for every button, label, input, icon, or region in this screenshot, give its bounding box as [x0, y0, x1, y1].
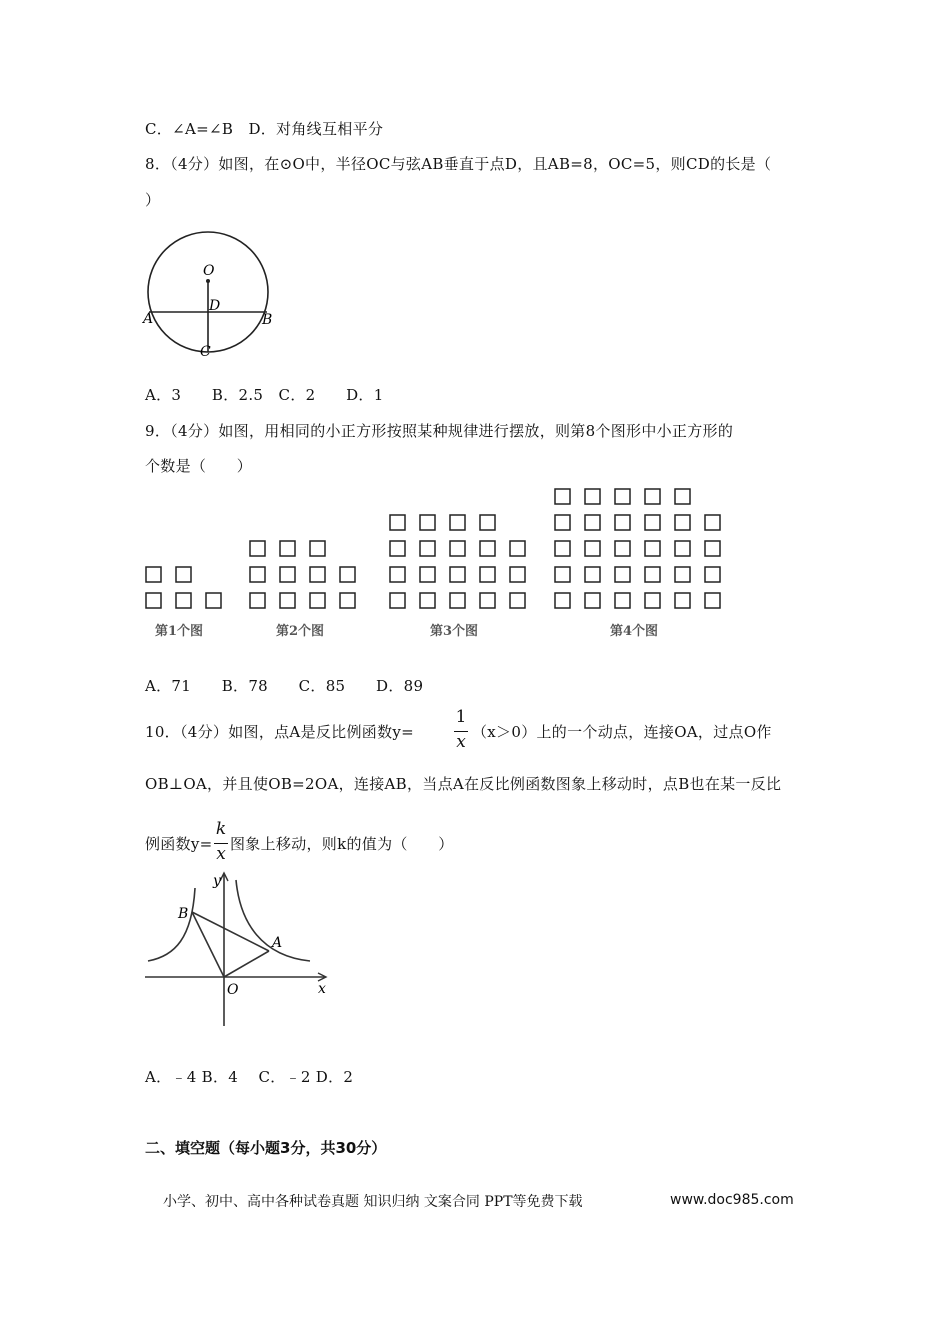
q10-stem-line2: OB⊥OA，并且使OB=2OA，连接AB，当点A在反比例函数图象上移动时，点B也在某一反比: [145, 775, 782, 793]
small-square-fig-3: [480, 593, 495, 608]
small-square-fig-2: [310, 541, 325, 556]
small-square-fig-4: [705, 567, 720, 582]
small-square-fig-2: [280, 541, 295, 556]
q10-fraction-1-over-x: [453, 707, 469, 753]
small-square-fig-4: [615, 515, 630, 530]
q9-stem-line1: 9．（4分）如图，用相同的小正方形按照某种规律进行摆放，则第8个图形中小正方形的: [145, 422, 734, 440]
segment-ab: [192, 912, 269, 951]
small-square-fig-1: [146, 567, 161, 582]
footer-text: 小学、初中、高中各种试卷真题 知识归纳 文案合同 PPT等免费下载: [163, 1194, 583, 1210]
q10-fraction-k-over-x: [213, 819, 229, 865]
label-a: A: [143, 311, 154, 327]
frac2-numerator: k: [215, 819, 227, 839]
small-square-fig-4: [555, 515, 570, 530]
small-square-fig-3: [510, 541, 525, 556]
frac2-denominator: x: [216, 844, 226, 864]
small-square-fig-4: [615, 567, 630, 582]
q9-options: A．71 B．78 C．85 D．89: [145, 677, 424, 695]
small-square-fig-4: [675, 489, 690, 504]
caption-fig-2: 第2个图: [276, 624, 325, 639]
label-c: C: [200, 344, 211, 360]
small-square-fig-2: [310, 567, 325, 582]
small-square-fig-1: [146, 593, 161, 608]
q10-stem-line3-pre: 例函数y=: [145, 835, 213, 853]
footer-url[interactable]: www.doc985.com: [670, 1192, 794, 1208]
small-square-fig-2: [250, 541, 265, 556]
small-square-fig-3: [390, 593, 405, 608]
small-square-fig-3: [420, 567, 435, 582]
small-square-fig-4: [555, 567, 570, 582]
q8-circle-figure: [135, 225, 285, 365]
small-square-fig-4: [675, 541, 690, 556]
small-square-fig-3: [390, 541, 405, 556]
small-square-fig-2: [340, 593, 355, 608]
small-square-fig-4: [705, 541, 720, 556]
small-square-fig-4: [585, 567, 600, 582]
small-square-fig-3: [420, 541, 435, 556]
small-square-fig-4: [705, 593, 720, 608]
q10-options: A．﹣4 B．4 C．﹣2 D．2: [145, 1068, 354, 1086]
small-square-fig-4: [645, 541, 660, 556]
center-point: [206, 279, 210, 283]
label-o: O: [227, 982, 239, 998]
small-square-fig-3: [390, 515, 405, 530]
small-square-fig-2: [280, 593, 295, 608]
small-square-fig-4: [645, 593, 660, 608]
small-square-fig-4: [675, 567, 690, 582]
q10-hyperbola-figure: [140, 868, 340, 1033]
caption-fig-1: 第1个图: [155, 624, 204, 639]
hyperbola-left: [148, 888, 195, 961]
small-square-fig-2: [280, 567, 295, 582]
small-square-fig-3: [450, 567, 465, 582]
small-square-fig-4: [555, 489, 570, 504]
small-square-fig-3: [450, 515, 465, 530]
caption-fig-4: 第4个图: [610, 624, 659, 639]
frac1-numerator: 1: [455, 707, 467, 727]
small-square-fig-1: [206, 593, 221, 608]
small-square-fig-1: [176, 567, 191, 582]
small-square-fig-4: [705, 515, 720, 530]
small-square-fig-4: [555, 593, 570, 608]
label-b: B: [262, 312, 273, 328]
small-square-fig-4: [615, 593, 630, 608]
small-square-fig-4: [645, 567, 660, 582]
segment-oa: [224, 951, 269, 977]
segment-ob: [192, 912, 224, 977]
small-square-fig-3: [480, 567, 495, 582]
small-square-fig-3: [450, 593, 465, 608]
small-square-fig-1: [176, 593, 191, 608]
label-b: B: [178, 906, 189, 922]
small-square-fig-4: [675, 515, 690, 530]
small-square-fig-2: [250, 593, 265, 608]
label-y: y: [213, 873, 221, 889]
small-square-fig-4: [615, 489, 630, 504]
small-square-fig-4: [645, 489, 660, 504]
small-square-fig-3: [480, 541, 495, 556]
small-square-fig-2: [250, 567, 265, 582]
small-square-fig-4: [585, 515, 600, 530]
small-square-fig-4: [555, 541, 570, 556]
caption-fig-3: 第3个图: [430, 624, 479, 639]
q10-stem-line1-pre: 10．（4分）如图，点A是反比例函数y=: [145, 723, 415, 741]
q10-stem-line1-post: （x＞0）上的一个动点，连接OA，过点O作: [472, 723, 772, 741]
section-2-heading: 二、填空题（每小题3分，共30分）: [145, 1139, 387, 1157]
small-square-fig-4: [585, 489, 600, 504]
small-square-fig-4: [675, 593, 690, 608]
label-a: A: [272, 935, 283, 951]
q10-stem-line3-post: 图象上移动，则k的值为（ ）: [230, 835, 454, 853]
label-d: D: [209, 298, 221, 314]
small-square-fig-3: [420, 515, 435, 530]
label-o: O: [203, 263, 215, 279]
small-square-fig-3: [510, 593, 525, 608]
small-square-fig-3: [480, 515, 495, 530]
q7-options: C．∠A=∠B D．对角线互相平分: [145, 120, 384, 138]
q8-stem-line1: 8．（4分）如图，在⊙O中，半径OC与弦AB垂直于点D，且AB=8，OC=5，则CD的长是（: [145, 155, 772, 173]
frac1-denominator: x: [456, 732, 466, 752]
small-square-fig-4: [585, 541, 600, 556]
small-square-fig-3: [390, 567, 405, 582]
q9-stem-line2: 个数是（ ）: [145, 457, 253, 475]
q8-options: A．3 B．2.5 C．2 D．1: [145, 386, 384, 404]
small-square-fig-4: [645, 515, 660, 530]
label-x: x: [318, 981, 326, 997]
small-square-fig-2: [310, 593, 325, 608]
small-square-fig-4: [585, 593, 600, 608]
q8-stem-line2: ）: [145, 191, 161, 209]
small-square-fig-3: [450, 541, 465, 556]
small-square-fig-2: [340, 567, 355, 582]
q9-square-pattern-figure: [130, 480, 750, 650]
small-square-fig-3: [510, 567, 525, 582]
small-square-fig-4: [615, 541, 630, 556]
small-square-fig-3: [420, 593, 435, 608]
